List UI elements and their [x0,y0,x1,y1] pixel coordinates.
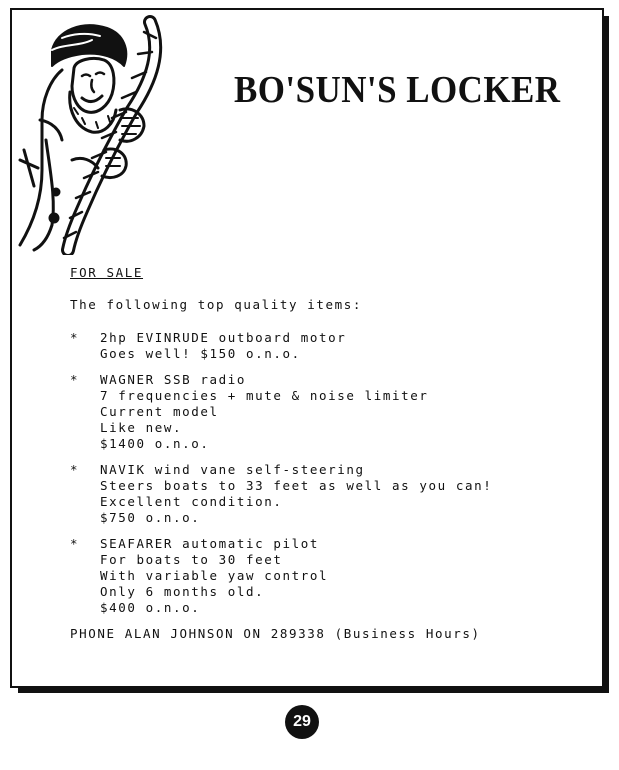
item-line: Goes well! $150 o.n.o. [100,346,301,361]
list-item [70,372,600,452]
bullet-star: * [70,372,80,387]
item-line: Steers boats to 33 feet as well as you can! [100,478,493,493]
item-line: 7 frequencies + mute & noise limiter [100,388,429,403]
item-line: $1400 o.n.o. [100,436,210,451]
sailor-illustration [12,10,187,255]
item-line: Excellent condition. [100,494,283,509]
list-item [70,462,600,526]
item-line: NAVIK wind vane self-steering [100,462,365,477]
item-line: $400 o.n.o. [100,600,201,615]
item-line: Current model [100,404,219,419]
classified-ad [70,265,600,655]
page-title: BO'SUN'S LOCKER [234,69,561,111]
item-line: With variable yaw control [100,568,329,583]
bullet-star: * [70,536,80,551]
contact-line: PHONE ALAN JOHNSON ON 289338 (Business Hours) [70,626,481,641]
bullet-star: * [70,330,80,345]
item-list [70,330,600,616]
item-line: Only 6 months old. [100,584,265,599]
page-number-badge: 29 [285,705,319,739]
list-item [70,536,600,616]
item-line: $750 o.n.o. [100,510,201,525]
intro-text: The following top quality items: [70,297,363,312]
item-line: For boats to 30 feet [100,552,283,567]
page-frame [10,8,604,688]
item-line: SEAFARER automatic pilot [100,536,320,551]
item-line: Like new. [100,420,183,435]
item-line: 2hp EVINRUDE outboard motor [100,330,347,345]
item-line: WAGNER SSB radio [100,372,247,387]
section-heading: FOR SALE [70,265,144,280]
bullet-star: * [70,462,80,477]
list-item [70,330,600,362]
